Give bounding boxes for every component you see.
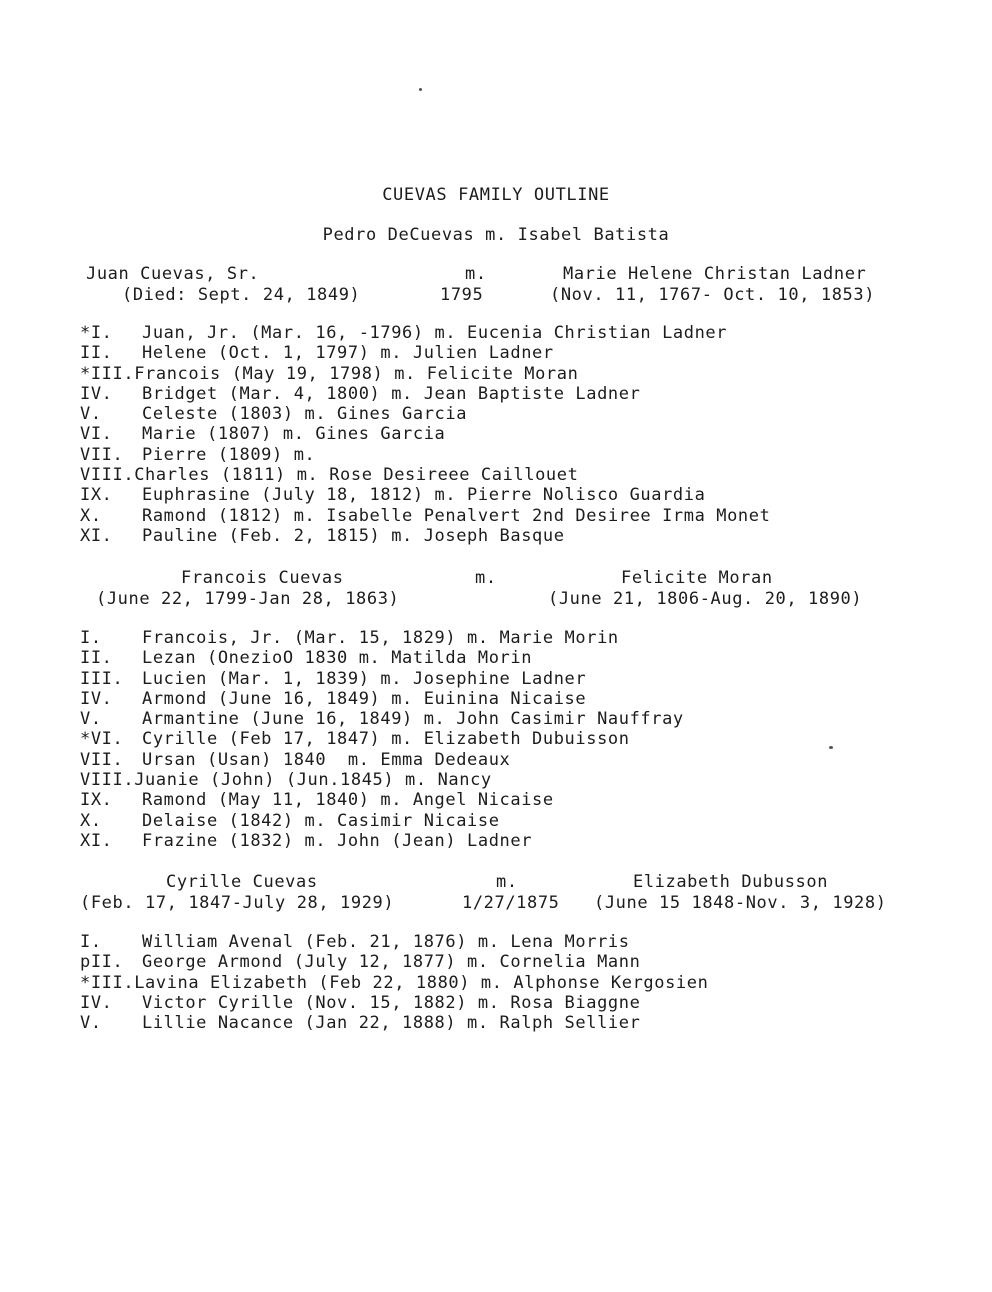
gen2-husband-dates: (June 22, 1799-Jan 28, 1863): [96, 589, 400, 609]
gen3-husband: Cyrille Cuevas: [166, 872, 318, 892]
list-item: [80, 506, 770, 526]
list-item: [80, 811, 684, 831]
gen3-husband-dates: (Feb. 17, 1847-July 28, 1929): [80, 893, 395, 913]
gen2-husband: Francois Cuevas: [181, 568, 344, 588]
gen2-wife-dates: (June 21, 1806-Aug. 20, 1890): [548, 589, 863, 609]
gen3-wife: Elizabeth Dubusson: [633, 872, 829, 892]
roman-numeral: X.: [80, 505, 102, 526]
list-item: [80, 669, 684, 689]
roman-numeral: V.: [80, 404, 102, 425]
child-entry: Cyrille (Feb 17, 1847) m. Elizabeth Dubuisson: [142, 729, 630, 750]
gen3-children-list: [80, 932, 708, 1033]
roman-numeral: II.: [80, 648, 113, 669]
list-item: [80, 729, 684, 749]
gen2-wife: Felicite Moran: [621, 568, 773, 588]
child-entry: Delaise (1842) m. Casimir Nicaise: [142, 810, 500, 831]
child-entry: Ursan (Usan) 1840 m. Emma Dedeaux: [142, 749, 511, 770]
roman-numeral: V.: [80, 1013, 102, 1034]
roman-numeral: I.: [80, 628, 102, 648]
child-entry: Ramond (May 11, 1840) m. Angel Nicaise: [142, 790, 554, 811]
child-entry: Juan, Jr. (Mar. 16, -1796) m. Eucenia Christian Ladner: [142, 323, 728, 343]
child-entry: Francois, Jr. (Mar. 15, 1829) m. Marie Morin: [142, 628, 619, 648]
roman-numeral: VII.: [80, 444, 124, 465]
child-entry: Pierre (1809) m.: [142, 444, 316, 465]
child-entry: Lucien (Mar. 1, 1839) m. Josephine Ladner: [142, 668, 587, 689]
roman-numeral: *III.: [80, 363, 135, 384]
child-entry: Charles (1811) m. Rose Desireee Caillouet: [134, 465, 579, 486]
roman-numeral: VI.: [80, 424, 113, 445]
roman-numeral: *I.: [80, 323, 113, 343]
roman-numeral: II.: [80, 343, 113, 364]
list-item: [80, 384, 770, 404]
child-entry: Armond (June 16, 1849) m. Euinina Nicaise: [142, 688, 587, 709]
gen3-married-label: m.: [496, 872, 518, 892]
list-item: [80, 952, 708, 972]
roman-numeral: XI.: [80, 525, 113, 546]
list-item: [80, 404, 770, 424]
list-item: [80, 973, 708, 993]
child-entry: Euphrasine (July 18, 1812) m. Pierre Nolisco Guardia: [142, 485, 706, 506]
child-entry: Pauline (Feb. 2, 1815) m. Joseph Basque: [142, 525, 565, 546]
child-entry: Lavina Elizabeth (Feb 22, 1880) m. Alphonse Kergosien: [134, 972, 709, 993]
roman-numeral: IX.: [80, 485, 113, 506]
list-item: [80, 689, 684, 709]
child-entry: George Armond (July 12, 1877) m. Cornelia Mann: [142, 952, 641, 973]
gen3-wife-dates: (June 15 1848-Nov. 3, 1928): [594, 893, 887, 913]
child-entry: Ramond (1812) m. Isabelle Penalvert 2nd Desiree Irma Monet: [142, 505, 771, 526]
roman-numeral: VIII.: [80, 770, 135, 791]
child-entry: Victor Cyrille (Nov. 15, 1882) m. Rosa Biaggne: [142, 992, 641, 1013]
gen2-married-label: m.: [475, 568, 497, 588]
child-entry: Lezan (OnezioO 1830 m. Matilda Morin: [142, 648, 533, 669]
gen1-married-label: m.: [465, 264, 487, 284]
roman-numeral: IX.: [80, 790, 113, 811]
roman-numeral: pII.: [80, 952, 124, 973]
child-entry: Celeste (1803) m. Gines Garcia: [142, 404, 468, 425]
list-item: [80, 831, 684, 851]
roman-numeral: VII.: [80, 749, 124, 770]
roman-numeral: V.: [80, 709, 102, 730]
child-entry: William Avenal (Feb. 21, 1876) m. Lena Morris: [142, 932, 630, 952]
list-item: [80, 709, 684, 729]
roman-numeral: I.: [80, 932, 102, 952]
gen1-wife: Marie Helene Christan Ladner: [563, 264, 867, 284]
child-entry: Marie (1807) m. Gines Garcia: [142, 424, 446, 445]
roman-numeral: *VI.: [80, 729, 124, 750]
gen2-children-list: [80, 628, 684, 851]
list-item: [80, 323, 770, 343]
list-item: [80, 485, 770, 505]
gen1-wife-dates: (Nov. 11, 1767- Oct. 10, 1853): [550, 285, 876, 305]
list-item: [80, 770, 684, 790]
child-entry: Francois (May 19, 1798) m. Felicite Moran: [134, 363, 579, 384]
list-item: [80, 993, 708, 1013]
roman-numeral: VIII.: [80, 465, 135, 486]
list-item: [80, 628, 684, 648]
paper-speck: [419, 88, 422, 91]
roman-numeral: III.: [80, 668, 124, 689]
list-item: [80, 343, 770, 363]
list-item: [80, 648, 684, 668]
roman-numeral: IV.: [80, 688, 113, 709]
list-item: [80, 465, 770, 485]
gen1-children-list: [80, 323, 770, 546]
gen1-husband-dates: (Died: Sept. 24, 1849): [122, 285, 361, 305]
roman-numeral: IV.: [80, 992, 113, 1013]
child-entry: Frazine (1832) m. John (Jean) Ladner: [142, 830, 533, 851]
gen1-married-year: 1795: [440, 285, 484, 305]
child-entry: Juanie (John) (Jun.1845) m. Nancy: [134, 770, 492, 791]
document-subtitle: Pedro DeCuevas m. Isabel Batista: [322, 225, 670, 245]
roman-numeral: *III.: [80, 972, 135, 993]
roman-numeral: X.: [80, 810, 102, 831]
list-item: [80, 526, 770, 546]
roman-numeral: XI.: [80, 830, 113, 851]
child-entry: Helene (Oct. 1, 1797) m. Julien Ladner: [142, 343, 554, 364]
list-item: [80, 932, 708, 952]
child-entry: Bridget (Mar. 4, 1800) m. Jean Baptiste Ladner: [142, 383, 641, 404]
list-item: [80, 1013, 708, 1033]
list-item: [80, 424, 770, 444]
list-item: [80, 750, 684, 770]
gen3-married-date: 1/27/1875: [462, 893, 560, 913]
document-title: CUEVAS FAMILY OUTLINE: [382, 185, 610, 205]
child-entry: Armantine (June 16, 1849) m. John Casimir Nauffray: [142, 709, 684, 730]
child-entry: Lillie Nacance (Jan 22, 1888) m. Ralph Sellier: [142, 1013, 641, 1034]
roman-numeral: IV.: [80, 383, 113, 404]
list-item: [80, 445, 770, 465]
list-item: [80, 790, 684, 810]
paper-speck: [829, 746, 833, 749]
gen1-husband: Juan Cuevas, Sr.: [86, 264, 260, 284]
list-item: [80, 364, 770, 384]
